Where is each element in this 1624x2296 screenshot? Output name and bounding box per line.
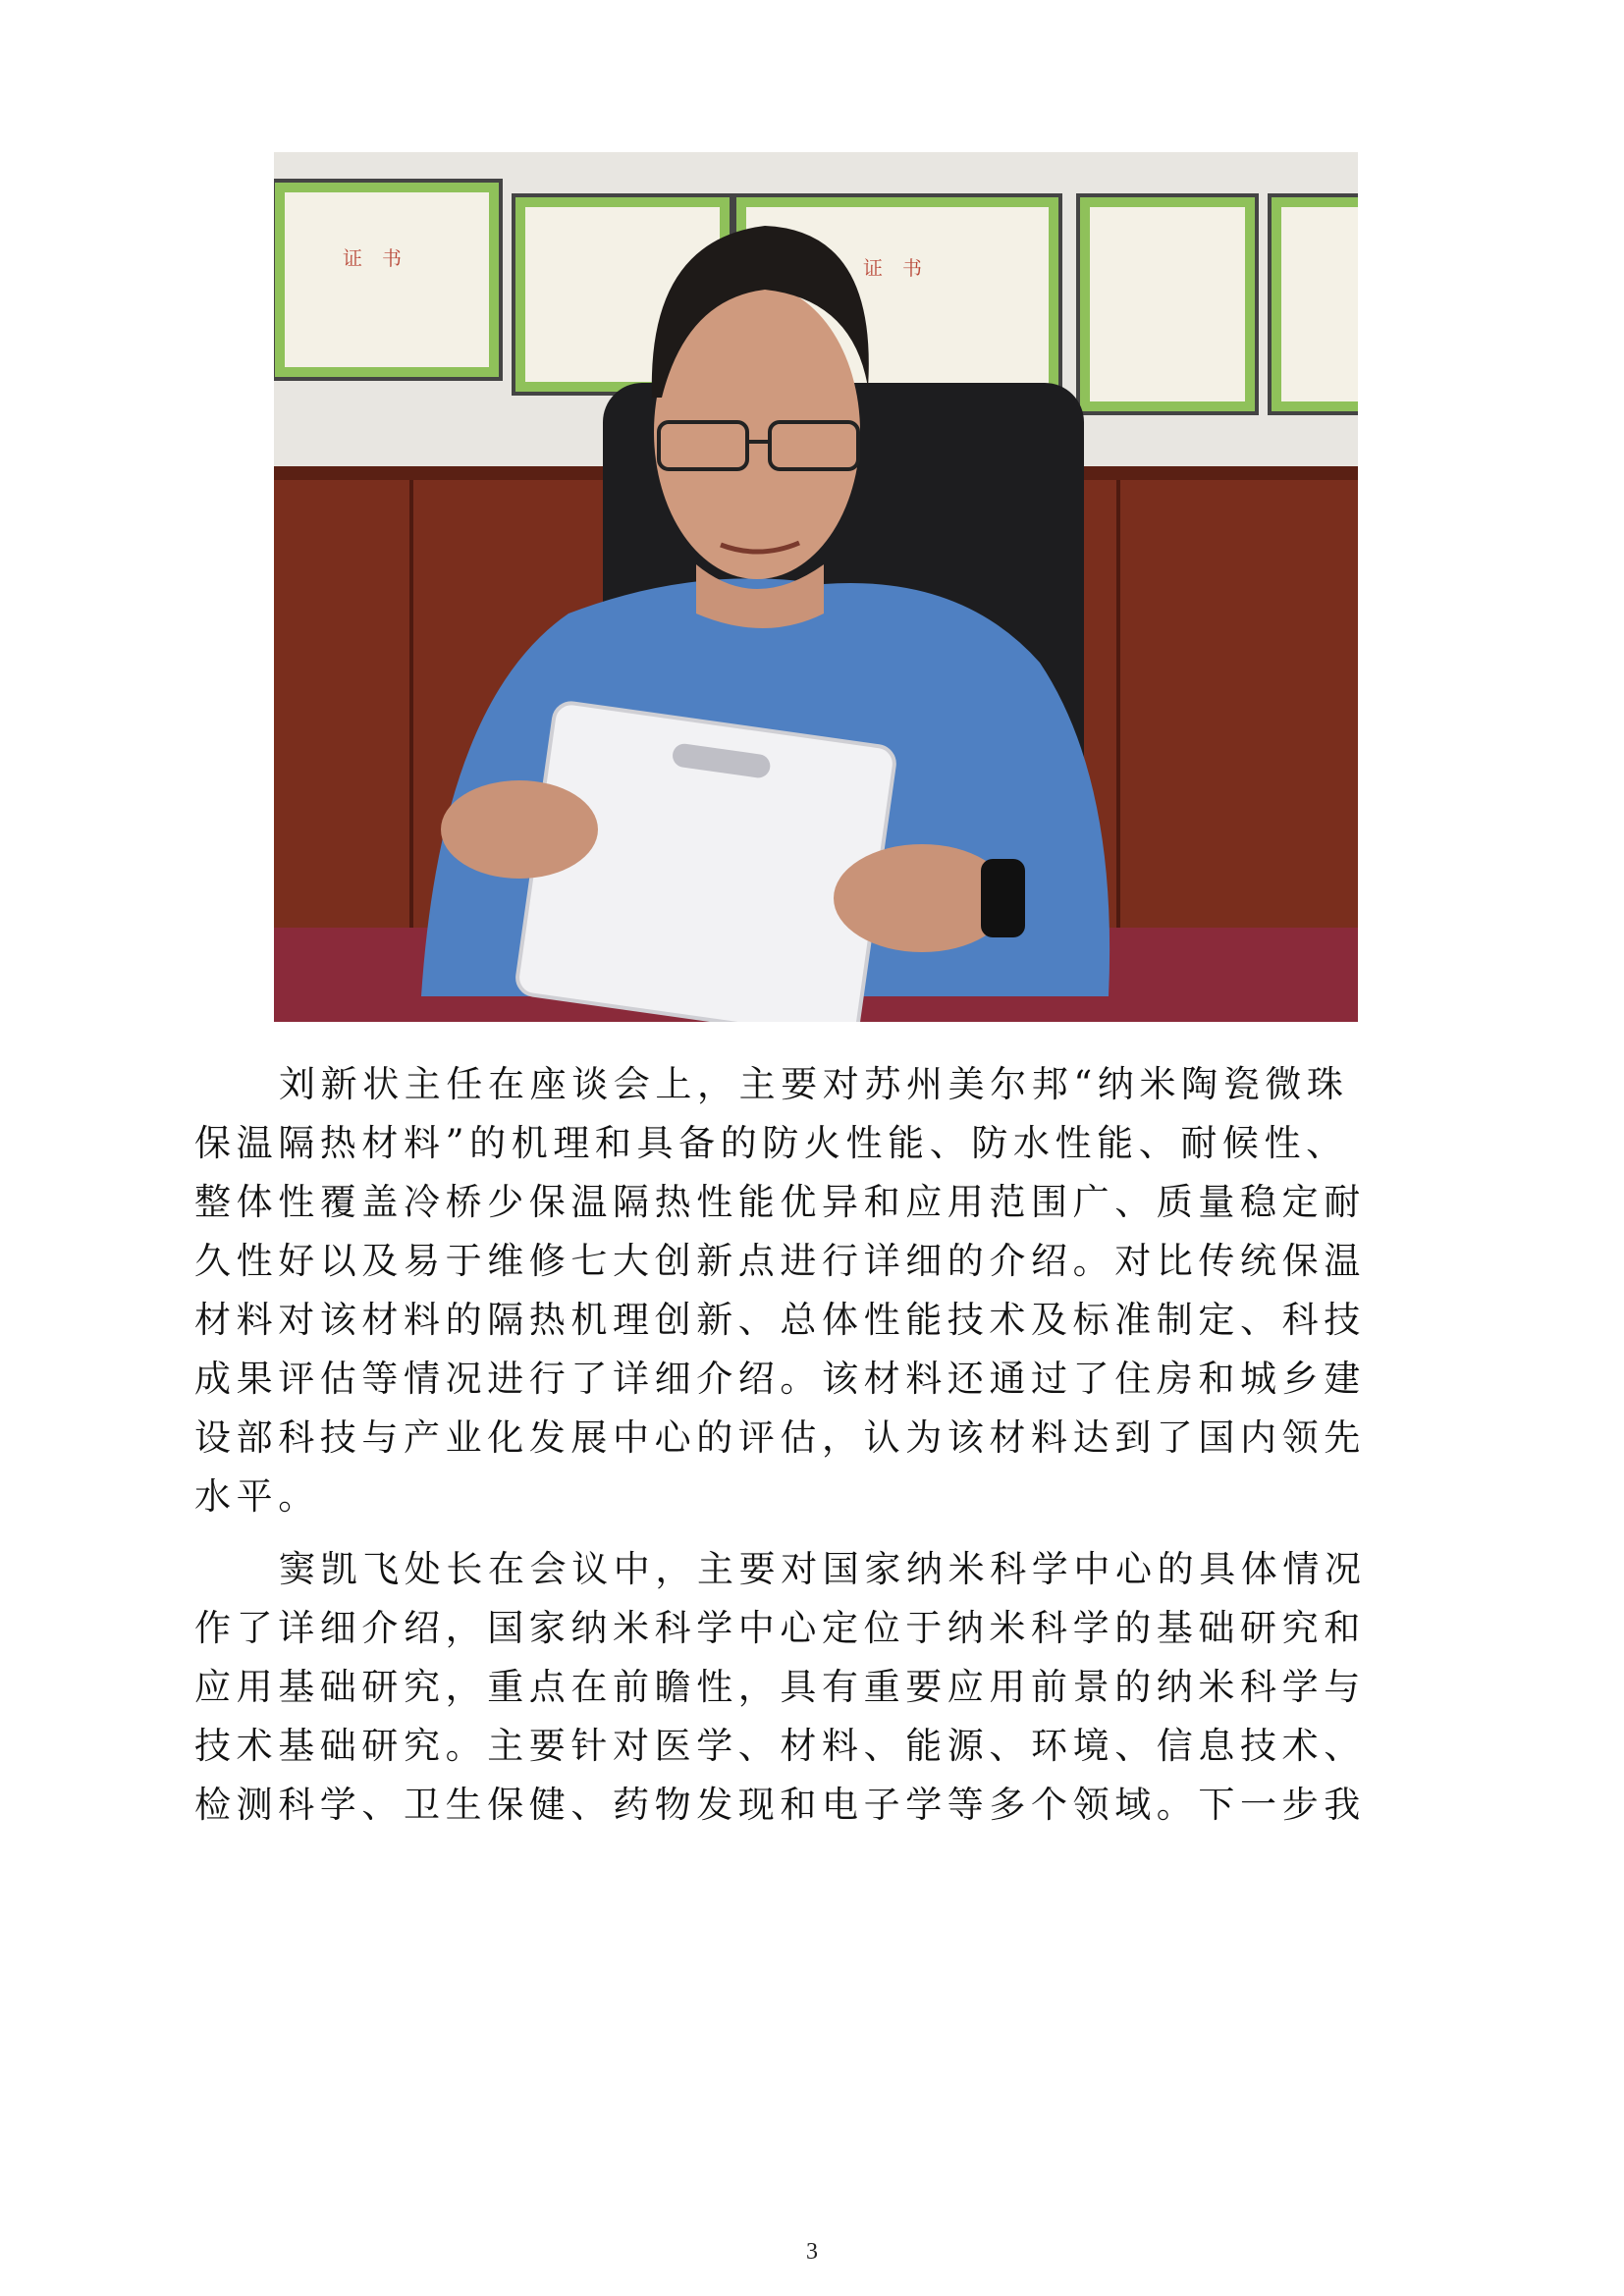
text-line: 久性好以及易于维修七大创新点进行详细的介绍。对比传统保温 bbox=[194, 1240, 1366, 1282]
text-line: 设部科技与产业化发展中心的评估，认为该材料达到了国内领先 bbox=[194, 1416, 1366, 1459]
text-line: 技术基础研究。主要针对医学、材料、能源、环境、信息技术、 bbox=[194, 1725, 1366, 1767]
text-line: 保温隔热材料”的机理和具备的防火性能、防水性能、耐候性、 bbox=[194, 1122, 1348, 1164]
text-line: 窦凯飞处长在会议中，主要对国家纳米科学中心的具体情况 bbox=[279, 1548, 1367, 1590]
article-body bbox=[194, 1055, 1434, 1835]
paragraph-dou-kaifei bbox=[194, 1540, 1434, 1835]
text-line: 刘新状主任在座谈会上，主要对苏州美尔邦“纳米陶瓷微珠 bbox=[279, 1063, 1349, 1105]
text-line: 整体性覆盖冷桥少保温隔热性能优异和应用范围广、质量稳定耐 bbox=[194, 1181, 1366, 1223]
text-line: 应用基础研究，重点在前瞻性，具有重要应用前景的纳米科学与 bbox=[194, 1666, 1366, 1708]
text-line: 作了详细介绍，国家纳米科学中心定位于纳米科学的基础研究和 bbox=[194, 1607, 1366, 1649]
meeting-photo bbox=[274, 152, 1358, 1022]
certificate-title-left: 证 书 bbox=[343, 246, 402, 270]
text-line: 检测科学、卫生保健、药物发现和电子学等多个领域。下一步我 bbox=[194, 1784, 1366, 1826]
text-line: 成果评估等情况进行了详细介绍。该材料还通过了住房和城乡建 bbox=[194, 1358, 1366, 1400]
text-line: 材料对该材料的隔热机理创新、总体性能技术及标准制定、科技 bbox=[194, 1299, 1366, 1341]
paragraph-liu-xinzhuang bbox=[194, 1055, 1434, 1526]
certificate-title-center: 证 书 bbox=[863, 256, 922, 280]
text-line: 水平。 bbox=[194, 1475, 320, 1518]
page-number: 3 bbox=[806, 2239, 818, 2265]
